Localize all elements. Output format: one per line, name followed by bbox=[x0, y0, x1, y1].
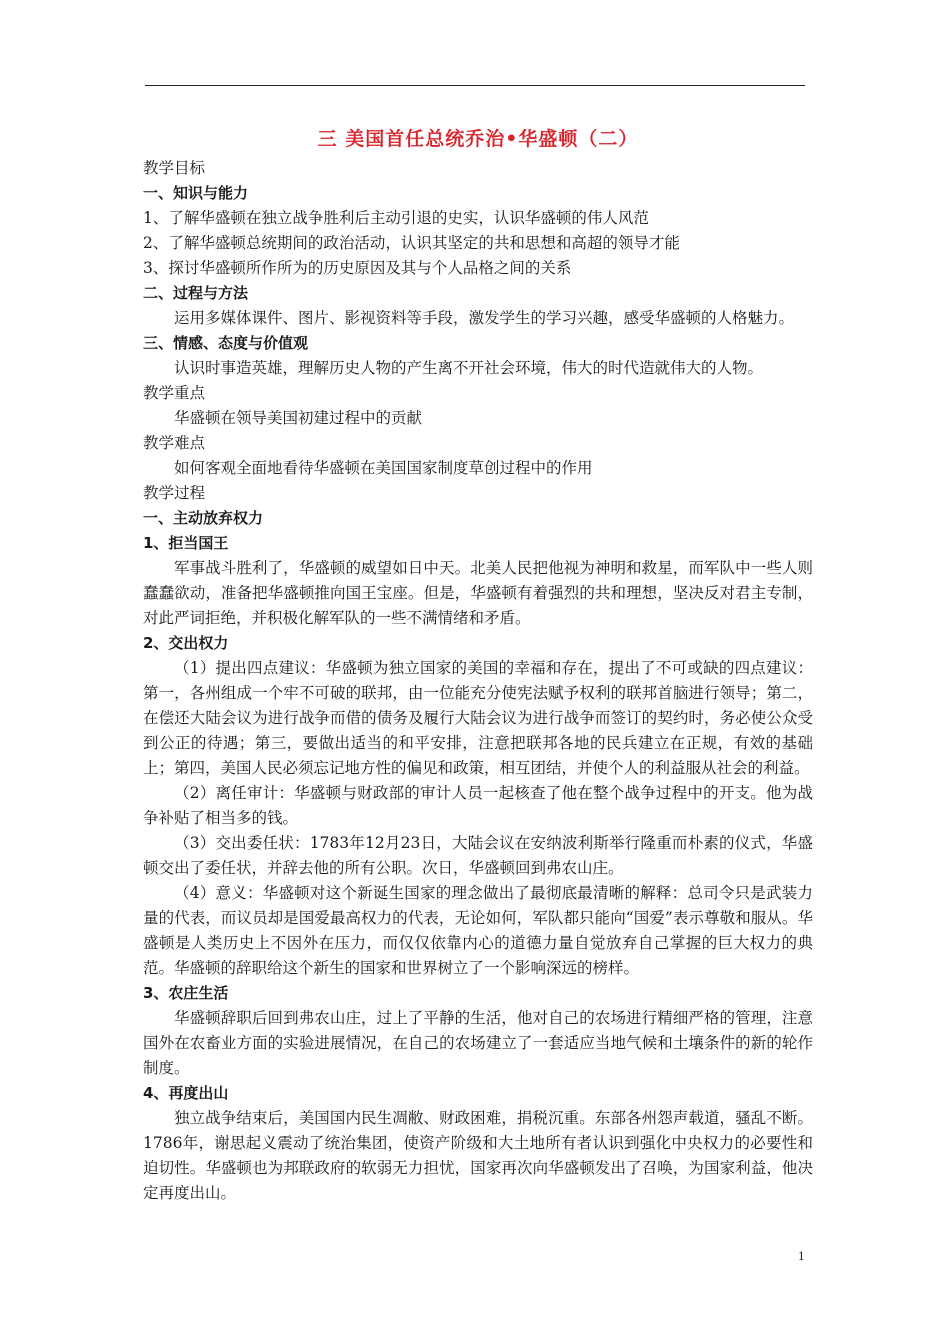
heading-section-4: 4、再度出山 bbox=[143, 1084, 229, 1102]
section-4-text: 独立战争结束后，美国国内民生凋敝、财政困难，捐税沉重。东部各州怨声载道，骚乱不断。1786年，谢思起义震动了统治集团，使资产阶级和大土地所有者认识到强化中央权力的必要性和迫切性。华盛顿也为邦联政府的软弱无力担忧，国家再次向华盛顿发出了召唤，为国家利益，他决定再度出山。 bbox=[143, 1109, 813, 1202]
knowledge-item-2: 2、了解华盛顿总统期间的政治活动，认识其坚定的共和思想和高超的领导才能 bbox=[143, 234, 680, 252]
goals-label: 教学目标 bbox=[143, 159, 206, 177]
heading-knowledge: 一、知识与能力 bbox=[143, 184, 249, 202]
heading-part-1: 一、主动放弃权力 bbox=[143, 509, 264, 527]
section-2-para-4: （4）意义：华盛顿对这个新诞生国家的理念做出了最彻底最清晰的解释：总司令只是武装力量的代表，而议员却是国爱最高权力的代表，无论如何，军队都只能向“国爱”表示尊敬和服从。华盛顿是人类历史上不因外在压力，而仅仅依靠内心的道德力量自觉放弃自己掌握的巨大权力的典范。华盛顿的辞职给这个新生的国家和世界树立了一个影响深远的榜样。 bbox=[143, 884, 813, 977]
difficulty-label: 教学难点 bbox=[143, 434, 206, 452]
process-method-text: 运用多媒体课件、图片、影视资料等手段，激发学生的学习兴趣，感受华盛顿的人格魅力。 bbox=[174, 309, 795, 327]
heading-section-2: 2、交出权力 bbox=[143, 634, 229, 652]
heading-section-3: 3、农庄生活 bbox=[143, 984, 229, 1002]
emotion-text: 认识时事造英雄，理解历史人物的产生离不开社会环境，伟大的时代造就伟大的人物。 bbox=[174, 359, 764, 377]
key-points-text: 华盛顿在领导美国初建过程中的贡献 bbox=[174, 409, 423, 427]
key-points-label: 教学重点 bbox=[143, 384, 206, 402]
heading-process-method: 二、过程与方法 bbox=[143, 284, 249, 302]
header-rule bbox=[145, 85, 805, 86]
document-title: 三 美国首任总统乔治•华盛顿（二） bbox=[317, 128, 639, 150]
procedure-label: 教学过程 bbox=[143, 484, 206, 502]
knowledge-item-1: 1、了解华盛顿在独立战争胜利后主动引退的史实，认识华盛顿的伟人风范 bbox=[143, 209, 649, 227]
knowledge-item-3: 3、探讨华盛顿所作所为的历史原因及其与个人品格之间的关系 bbox=[143, 259, 572, 277]
document-body bbox=[143, 126, 813, 1206]
page-number: 1 bbox=[798, 1248, 805, 1263]
section-1-text: 军事战斗胜利了，华盛顿的威望如日中天。北美人民把他视为神明和救星，而军队中一些人则蠢蠢欲动，准备把华盛顿推向国王宝座。但是，华盛顿有着强烈的共和理想，坚决反对君主专制，对此严词拒绝，并积极化解军队的一些不满情绪和矛盾。 bbox=[143, 559, 813, 627]
section-2-para-3: （3）交出委任状：1783年12月23日，大陆会议在安纳波利斯举行隆重而朴素的仪式，华盛顿交出了委任状，并辞去他的所有公职。次日，华盛顿回到弗农山庄。 bbox=[143, 834, 813, 877]
heading-section-1: 1、拒当国王 bbox=[143, 534, 229, 552]
heading-emotion: 三、情感、态度与价值观 bbox=[143, 334, 309, 352]
difficulty-text: 如何客观全面地看待华盛顿在美国国家制度草创过程中的作用 bbox=[174, 459, 593, 477]
section-2-para-1: （1）提出四点建议：华盛顿为独立国家的美国的幸福和存在，提出了不可或缺的四点建议：第一，各州组成一个牢不可破的联邦，由一位能充分使宪法赋予权利的联邦首脑进行领导；第二，在偿还大陆会议为进行战争而借的债务及履行大陆会议为进行战争而签订的契约时，务必使公众受到公正的待遇；第三，要做出适当的和平安排，注意把联邦各地的民兵建立在正规，有效的基础上；第四，美国人民必须忘记地方性的偏见和政策，相互团结，并使个人的利益服从社会的利益。 bbox=[143, 659, 813, 777]
section-3-text: 华盛顿辞职后回到弗农山庄，过上了平静的生活，他对自己的农场进行精细严格的管理，注意国外在农畜业方面的实验进展情况，在自己的农场建立了一套适应当地气候和土壤条件的新的轮作制度。 bbox=[143, 1009, 813, 1077]
section-2-para-2: （2）离任审计：华盛顿与财政部的审计人员一起核查了他在整个战争过程中的开支。他为战争补贴了相当多的钱。 bbox=[143, 784, 813, 827]
